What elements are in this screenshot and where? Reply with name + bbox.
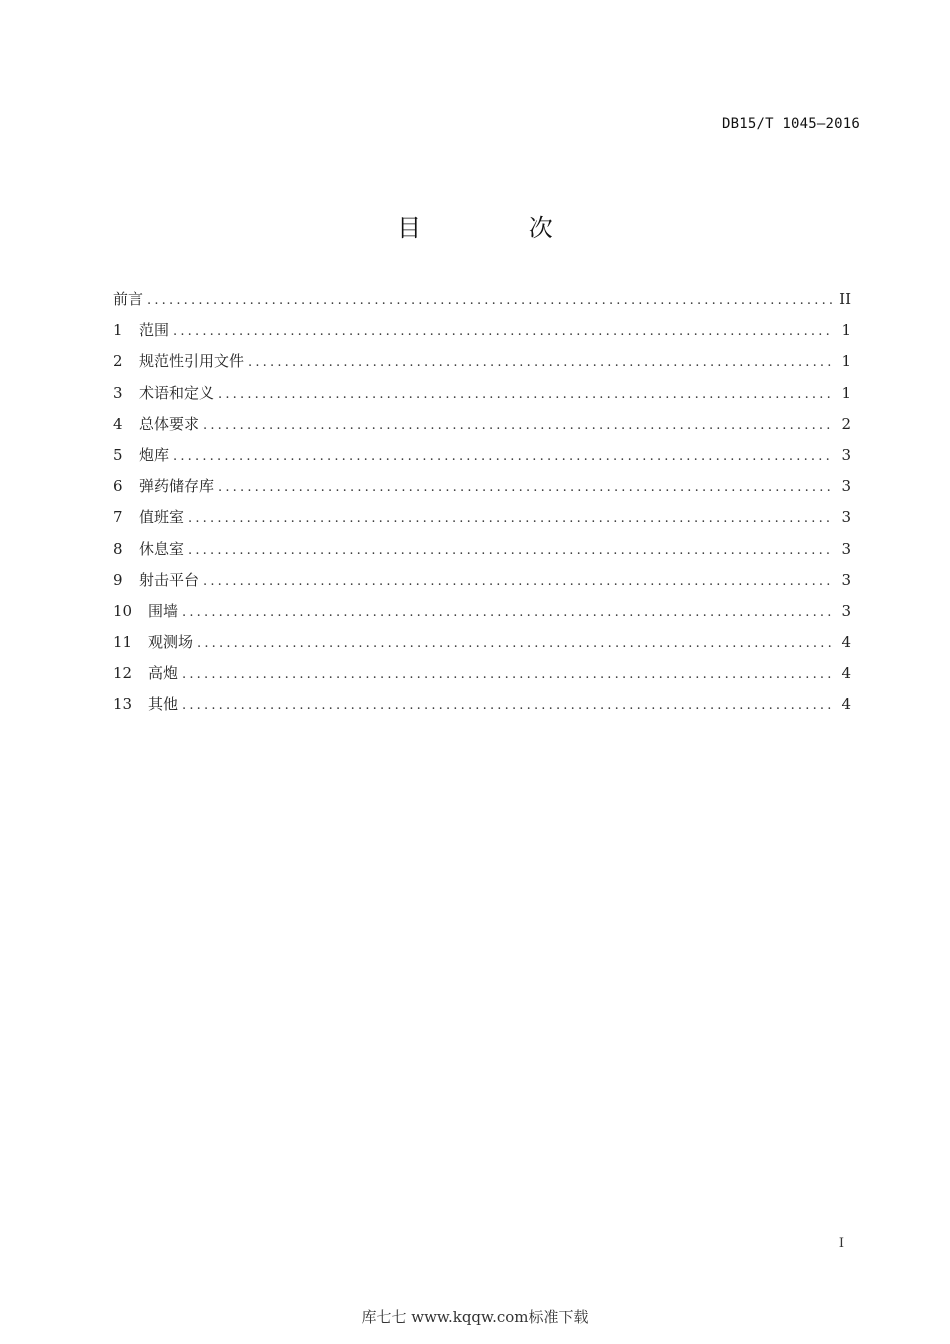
toc-leader-dots [218, 477, 833, 499]
toc-entry-11[interactable] [113, 631, 851, 662]
toc-entry-foreword[interactable] [113, 288, 851, 319]
toc-entry-number: 13 [113, 695, 133, 714]
toc-entry-label: 前言 [113, 290, 144, 308]
toc-entry-3[interactable] [113, 382, 851, 413]
table-of-contents [113, 288, 851, 725]
toc-entry-number: 4 [113, 414, 123, 433]
toc-entry-number: 2 [113, 352, 123, 371]
toc-leader-dots [182, 602, 833, 624]
toc-entry-number: 11 [113, 633, 133, 652]
toc-entry-label: 围墙 [148, 601, 179, 620]
toc-entry-page: 3 [841, 570, 851, 589]
toc-leader-dots [203, 415, 833, 437]
footer-watermark[interactable]: 库七七 www.kqqw.com标准下载 [361, 1308, 589, 1326]
toc-entry-label: 射击平台 [139, 570, 200, 589]
toc-entry-page: II [839, 290, 851, 308]
toc-entry-page: 3 [841, 601, 851, 620]
standard-code: DB15/T 1045—2016 [721, 116, 860, 132]
toc-entry-label: 观测场 [148, 633, 194, 652]
toc-entry-12[interactable] [113, 662, 851, 693]
toc-entry-page: 3 [841, 477, 851, 496]
toc-entry-page: 4 [841, 695, 851, 714]
toc-entry-number: 6 [113, 477, 123, 496]
toc-entry-number: 7 [113, 508, 123, 527]
toc-entry-page: 1 [841, 321, 851, 340]
toc-entry-label: 高炮 [148, 664, 179, 683]
toc-entry-number: 3 [113, 383, 123, 402]
toc-entry-10[interactable] [113, 600, 851, 631]
toc-entry-7[interactable] [113, 506, 851, 537]
toc-title: 目 次 [397, 214, 603, 242]
toc-entry-page: 4 [841, 664, 851, 683]
toc-leader-dots [173, 321, 833, 343]
toc-leader-dots [182, 695, 833, 717]
toc-entry-label: 弹药储存库 [139, 477, 215, 496]
toc-entry-number: 8 [113, 539, 123, 558]
toc-entry-number: 5 [113, 445, 123, 464]
toc-entry-9[interactable] [113, 569, 851, 600]
toc-entry-label: 范围 [139, 321, 170, 340]
toc-entry-label: 其他 [148, 695, 179, 714]
toc-leader-dots [188, 508, 833, 530]
toc-entry-8[interactable] [113, 538, 851, 569]
toc-entry-page: 4 [841, 633, 851, 652]
toc-entry-6[interactable] [113, 475, 851, 506]
toc-leader-dots [188, 540, 833, 562]
toc-leader-dots [173, 446, 833, 468]
toc-entry-13[interactable] [113, 693, 851, 724]
toc-entry-label: 炮库 [139, 445, 170, 464]
toc-entry-label: 值班室 [139, 508, 185, 527]
toc-entry-label: 总体要求 [139, 414, 200, 433]
toc-leader-dots [218, 384, 833, 406]
toc-entry-page: 3 [841, 445, 851, 464]
toc-entry-number: 1 [113, 321, 123, 340]
toc-leader-dots [197, 633, 833, 655]
toc-entry-1[interactable] [113, 319, 851, 350]
toc-entry-page: 3 [841, 508, 851, 527]
toc-entry-page: 1 [841, 352, 851, 371]
toc-leader-dots [182, 664, 833, 686]
toc-entry-5[interactable] [113, 444, 851, 475]
toc-entry-page: 1 [841, 383, 851, 402]
toc-entry-2[interactable] [113, 350, 851, 381]
toc-entry-number: 12 [113, 664, 133, 683]
toc-leader-dots [147, 290, 833, 312]
toc-entry-4[interactable] [113, 413, 851, 444]
toc-entry-number: 10 [113, 601, 133, 620]
toc-entry-label: 休息室 [139, 539, 185, 558]
toc-entry-label: 术语和定义 [139, 383, 215, 402]
toc-entry-page: 3 [841, 539, 851, 558]
page-number: I [838, 1236, 844, 1251]
toc-entry-page: 2 [841, 414, 851, 433]
toc-leader-dots [203, 571, 833, 593]
toc-entry-label: 规范性引用文件 [139, 352, 245, 371]
toc-entry-number: 9 [113, 570, 123, 589]
toc-leader-dots [248, 352, 833, 374]
